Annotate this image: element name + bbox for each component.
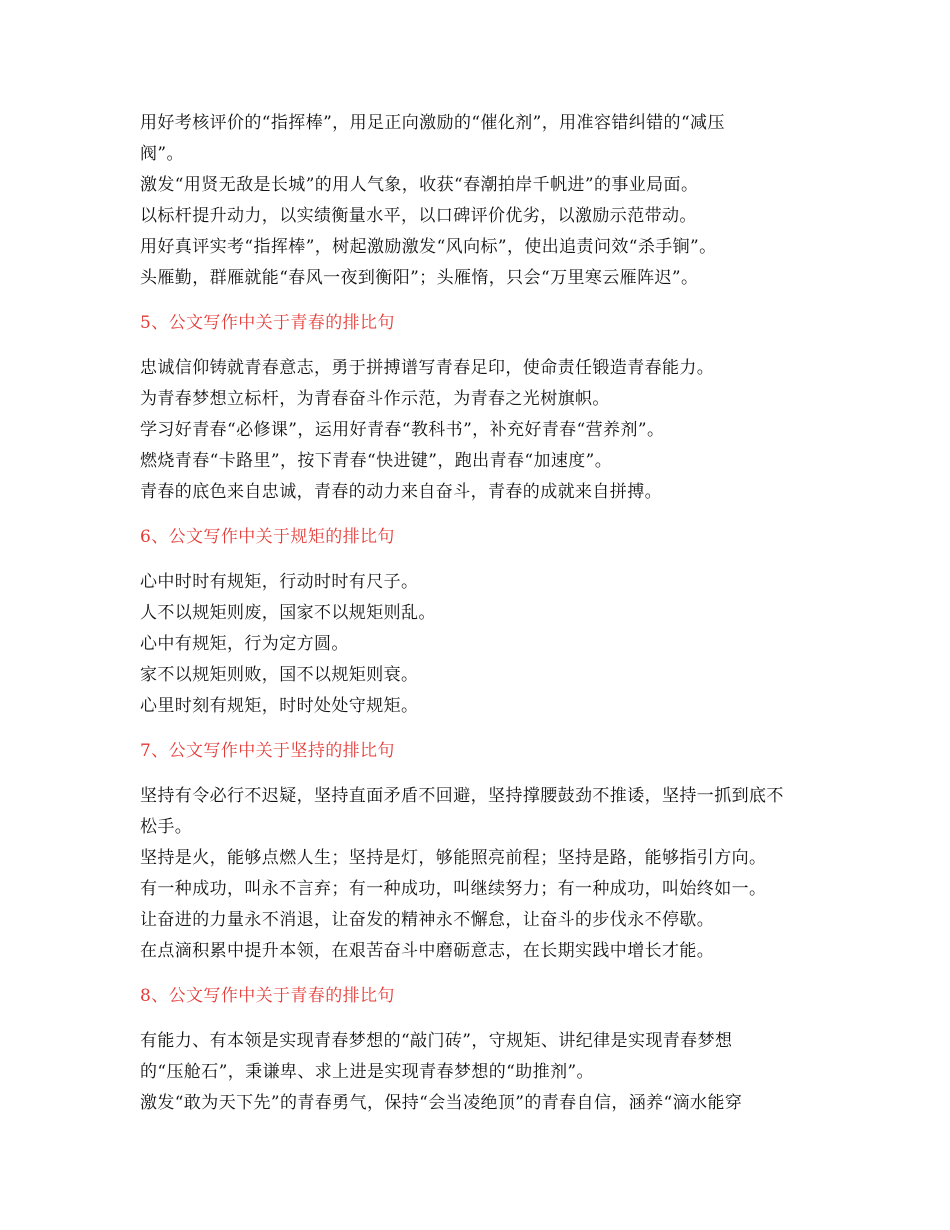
text-line: 头雁勤，群雁就能“春风一夜到衡阳”；头雁惰，只会“万里寒云雁阵迟”。 <box>140 268 699 288</box>
text-line: 松手。 <box>140 817 193 837</box>
section-heading: 8、公文写作中关于青春的排比句 <box>140 986 395 1006</box>
text-line: 坚持有令必行不迟疑，坚持直面矛盾不回避，坚持撑腰鼓劲不推诿，坚持一抓到底不 <box>140 786 784 806</box>
text-line: 家不以规矩则败，国不以规矩则衰。 <box>140 665 419 685</box>
document-body <box>140 108 810 1119</box>
text-line: 忠诚信仰铸就青春意志，勇于拼搏谱写青春足印，使命责任锻造青春能力。 <box>140 358 715 378</box>
text-line: 在点滴积累中提升本领，在艰苦奋斗中磨砺意志，在长期实践中增长才能。 <box>140 941 715 961</box>
text-line: 心里时刻有规矩，时时处处守规矩。 <box>140 696 419 716</box>
text-line: 心中时时有规矩，行动时时有尺子。 <box>140 572 419 592</box>
text-line: 用好真评实考“指挥棒”，树起激励激发“风向标”，使出追责问效“杀手锏”。 <box>140 237 717 257</box>
text-line: 燃烧青春“卡路里”，按下青春“快进键”，跑出青春“加速度”。 <box>140 451 613 471</box>
text-line: 青春的底色来自忠诚，青春的动力来自奋斗，青春的成就来自拼搏。 <box>140 482 662 502</box>
text-line: 人不以规矩则废，国家不以规矩则乱。 <box>140 603 436 623</box>
text-line: 有能力、有本领是实现青春梦想的“敲门砖”，守规矩、讲纪律是实现青春梦想 <box>140 1031 733 1051</box>
text-line: 为青春梦想立标杆，为青春奋斗作示范，为青春之光树旗帜。 <box>140 389 610 409</box>
text-line: 心中有规矩，行为定方圆。 <box>140 634 349 654</box>
text-line: 有一种成功，叫永不言弃；有一种成功，叫继续努力；有一种成功，叫始终如一。 <box>140 879 767 899</box>
intro-block <box>140 108 810 294</box>
text-line: 阀”。 <box>140 144 184 164</box>
section-heading: 5、公文写作中关于青春的排比句 <box>140 313 395 333</box>
text-line: 激发“用贤无敌是长城”的用人气象，收获“春潮拍岸千帆进”的事业局面。 <box>140 175 699 195</box>
text-line: 让奋进的力量永不消退，让奋发的精神永不懈怠，让奋斗的步伐永不停歇。 <box>140 910 715 930</box>
text-line: 激发“敢为天下先”的青春勇气，保持“会当凌绝顶”的青春自信，涵养“滴水能穿 <box>140 1093 743 1113</box>
section-youth-2 <box>140 981 810 1119</box>
section-persistence <box>140 736 810 967</box>
section-youth-1 <box>140 308 810 508</box>
text-line: 用好考核评价的“指挥棒”，用足正向激励的“催化剂”，用准容错纠错的“减压 <box>140 113 725 133</box>
section-heading: 6、公文写作中关于规矩的排比句 <box>140 527 395 547</box>
section-heading: 7、公文写作中关于坚持的排比句 <box>140 741 395 761</box>
text-line: 的“压舱石”，秉谦卑、求上进是实现青春梦想的“助推剂”。 <box>140 1062 594 1082</box>
section-rules <box>140 522 810 722</box>
text-line: 学习好青春“必修课”，运用好青春“教科书”，补充好青春“营养剂”。 <box>140 420 665 440</box>
text-line: 坚持是火，能够点燃人生；坚持是灯，够能照亮前程；坚持是路，能够指引方向。 <box>140 848 767 868</box>
text-line: 以标杆提升动力，以实绩衡量水平，以口碑评价优劣，以激励示范带动。 <box>140 206 697 226</box>
